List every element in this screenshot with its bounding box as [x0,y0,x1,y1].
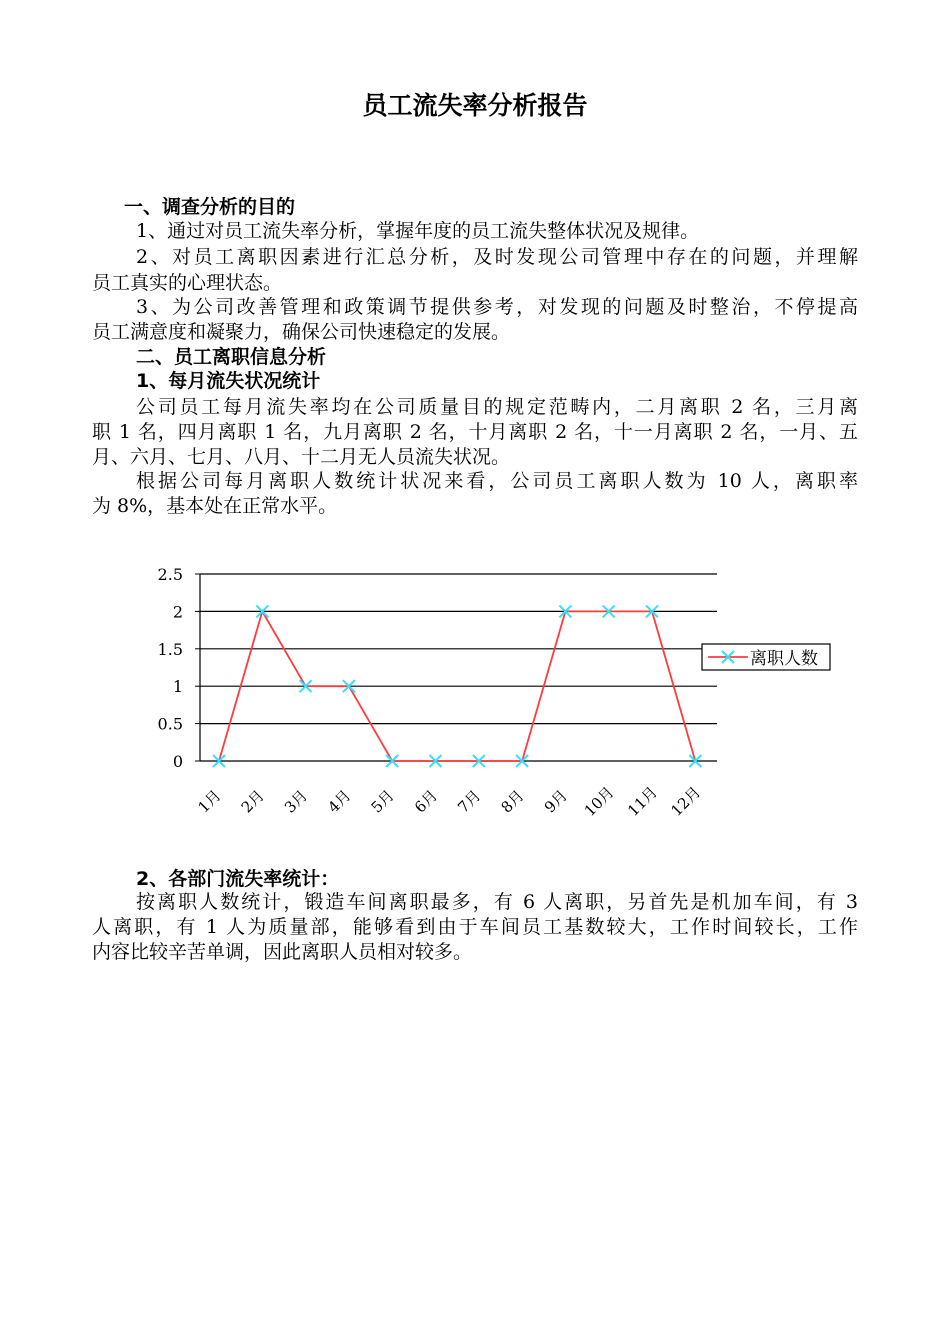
section-2-heading: 二、员工离职信息分析 [136,346,327,368]
x-tick-label: 4月 [324,786,355,817]
y-tick-label: 0 [172,752,183,771]
x-tick-label: 10月 [580,783,618,820]
section-1-paragraph-3-line-1: 3、为公司改善管理和政策调节提供参考，对发现的问题及时整治，不停提高 [136,296,858,318]
section-2-paragraph-3-line-2: 人离职，有 1 人为质量部，能够看到由于车间员工基数较大，工作时间较长，工作 [92,916,858,938]
section-1-heading: 一、调查分析的目的 [124,196,296,218]
x-tick-label: 1月 [194,786,225,817]
x-tick-label: 11月 [624,783,661,820]
x-tick-label: 7月 [454,786,485,817]
section-2-paragraph-3-line-3: 内容比较辛苦单调，因此离职人员相对较多。 [92,941,473,963]
section-1-paragraph-3-line-2: 员工满意度和凝聚力，确保公司快速稳定的发展。 [92,321,511,343]
x-tick-label: 9月 [540,786,571,817]
section-2-paragraph-1-line-1: 公司员工每月流失率均在公司质量目的规定范畴内，二月离职 2 名，三月离 [136,396,858,418]
y-tick-label: 1 [172,677,183,697]
section-2-subheading-2: 2、各部门流失率统计： [136,868,340,890]
y-tick-label: 2 [172,602,183,622]
section-2-paragraph-1-line-2: 职 1 名，四月离职 1 名，九月离职 2 名，十月离职 2 名，十一月离职 2 名，一月、五 [92,421,858,443]
x-tick-label: 6月 [410,786,442,817]
x-tick-label: 2月 [237,786,268,817]
x-tick-label: 3月 [281,786,312,817]
section-1-paragraph-1: 1、通过对员工流失率分析，掌握年度的员工流失整体状况及规律。 [136,220,700,242]
section-2-subheading-1: 1、每月流失状况统计 [136,370,321,392]
section-2-paragraph-2-line-1: 根据公司每月离职人数统计状况来看，公司员工离职人数为 10 人，离职率 [136,470,858,492]
document-title: 员工流失率分析报告 [362,91,588,120]
x-tick-label: 5月 [367,786,398,817]
x-tick-label: 8月 [497,786,528,817]
y-tick-label: 0.5 [157,714,183,734]
section-1-paragraph-2-line-1: 2、对员工离职因素进行汇总分析，及时发现公司管理中存在的问题，并理解 [136,246,858,268]
section-2-paragraph-1-line-3: 月、六月、七月、八月、十二月无人员流失状况。 [92,446,511,468]
section-1-paragraph-2-line-2: 员工真实的心理状态。 [92,272,283,294]
section-2-paragraph-2-line-2: 为 8%，基本处在正常水平。 [92,495,338,517]
y-tick-label: 1.5 [157,639,183,659]
x-tick-label: 12月 [667,783,705,820]
section-2-paragraph-3-line-1: 按离职人数统计，锻造车间离职最多，有 6 人离职，另首先是机加车间，有 3 [136,891,858,913]
monthly-turnover-chart [0,540,950,840]
legend-label: 离职人数 [750,649,818,669]
y-tick-label: 2.5 [157,565,183,584]
